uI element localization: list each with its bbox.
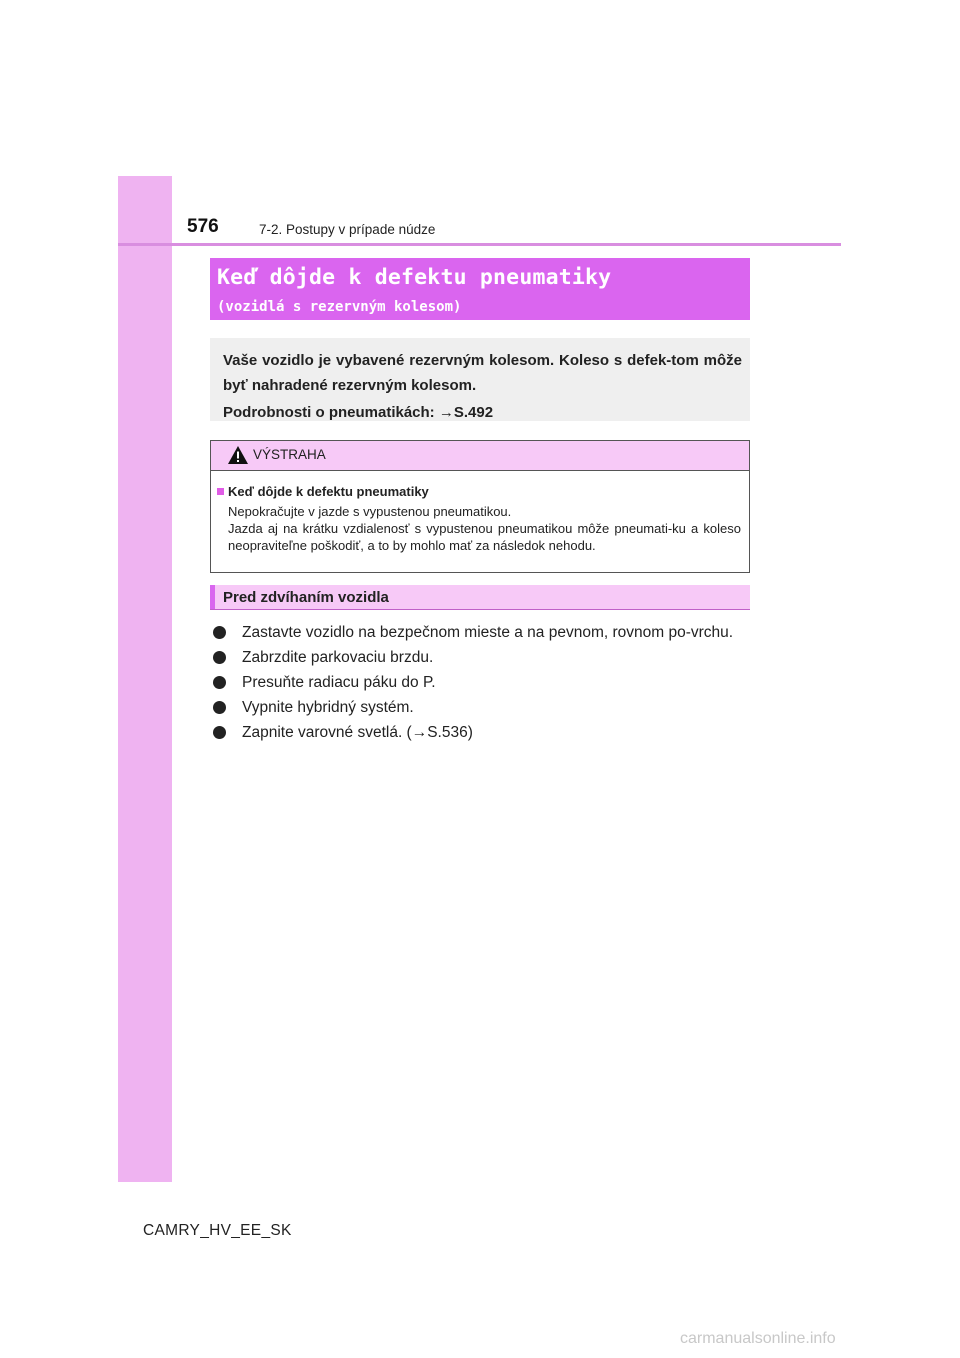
step-text: Zapnite varovné svetlá. (→S.536) (242, 724, 473, 741)
step-text: Vypnite hybridný systém. (242, 699, 414, 716)
side-band (118, 176, 172, 1182)
subheading (210, 585, 750, 610)
warning-triangle-icon (227, 445, 249, 465)
bullet-icon (213, 651, 226, 664)
intro-text: Vaše vozidlo je vybavené rezervným kolesom. Koleso s defek-tom môže byť nahradené rezervným kolesom. (223, 352, 742, 394)
header-rule (118, 243, 841, 246)
section-label: 7-2. Postupy v prípade núdze (259, 222, 436, 237)
list-item (213, 670, 750, 695)
warning-text (217, 503, 741, 554)
step-text: Zabrzdite parkovaciu brzdu. (242, 649, 434, 666)
subheading-text: Pred zdvíhaním vozidla (223, 589, 389, 606)
warning-body (211, 471, 749, 554)
page-number: 576 (187, 216, 219, 237)
page-title: Keď dôjde k defektu pneumatiky (217, 265, 612, 290)
warning-item-title-text: Keď dôjde k defektu pneumatiky (228, 484, 429, 499)
warning-line-2: Jazda aj na krátku vzdialenosť s vypustenou pneumatikou môže pneumati-ku a koleso neopraviteľne poškodiť, a to by mohlo mať za následok nehodu. (228, 521, 741, 553)
warning-box (210, 440, 750, 573)
warning-label: VÝSTRAHA (253, 447, 326, 462)
bullet-icon (213, 626, 226, 639)
intro-box (210, 338, 750, 421)
steps-list (213, 620, 750, 745)
bullet-icon (213, 726, 226, 739)
list-item (213, 645, 750, 670)
bullet-icon (213, 701, 226, 714)
watermark: carmanualsonline.info (680, 1330, 836, 1347)
warning-item-title (217, 484, 741, 500)
list-item (213, 620, 750, 645)
warning-header (211, 441, 749, 471)
page-subtitle: (vozidlá s rezervným kolesom) (217, 299, 462, 315)
footer-code: CAMRY_HV_EE_SK (143, 1222, 292, 1239)
step-text: Zastavte vozidlo na bezpečnom mieste a na pevnom, rovnom po-vrchu. (242, 624, 734, 641)
square-bullet-icon (217, 488, 224, 495)
intro-details-link[interactable]: Podrobnosti o pneumatikách: →S.492 (223, 404, 494, 421)
list-item[interactable] (213, 720, 750, 745)
warning-line-1: Nepokračujte v jazde s vypustenou pneumatikou. (228, 504, 512, 519)
title-box (210, 258, 750, 320)
bullet-icon (213, 676, 226, 689)
subheading-accent-bar (210, 585, 215, 609)
list-item (213, 695, 750, 720)
step-text: Presuňte radiacu páku do P. (242, 674, 436, 691)
